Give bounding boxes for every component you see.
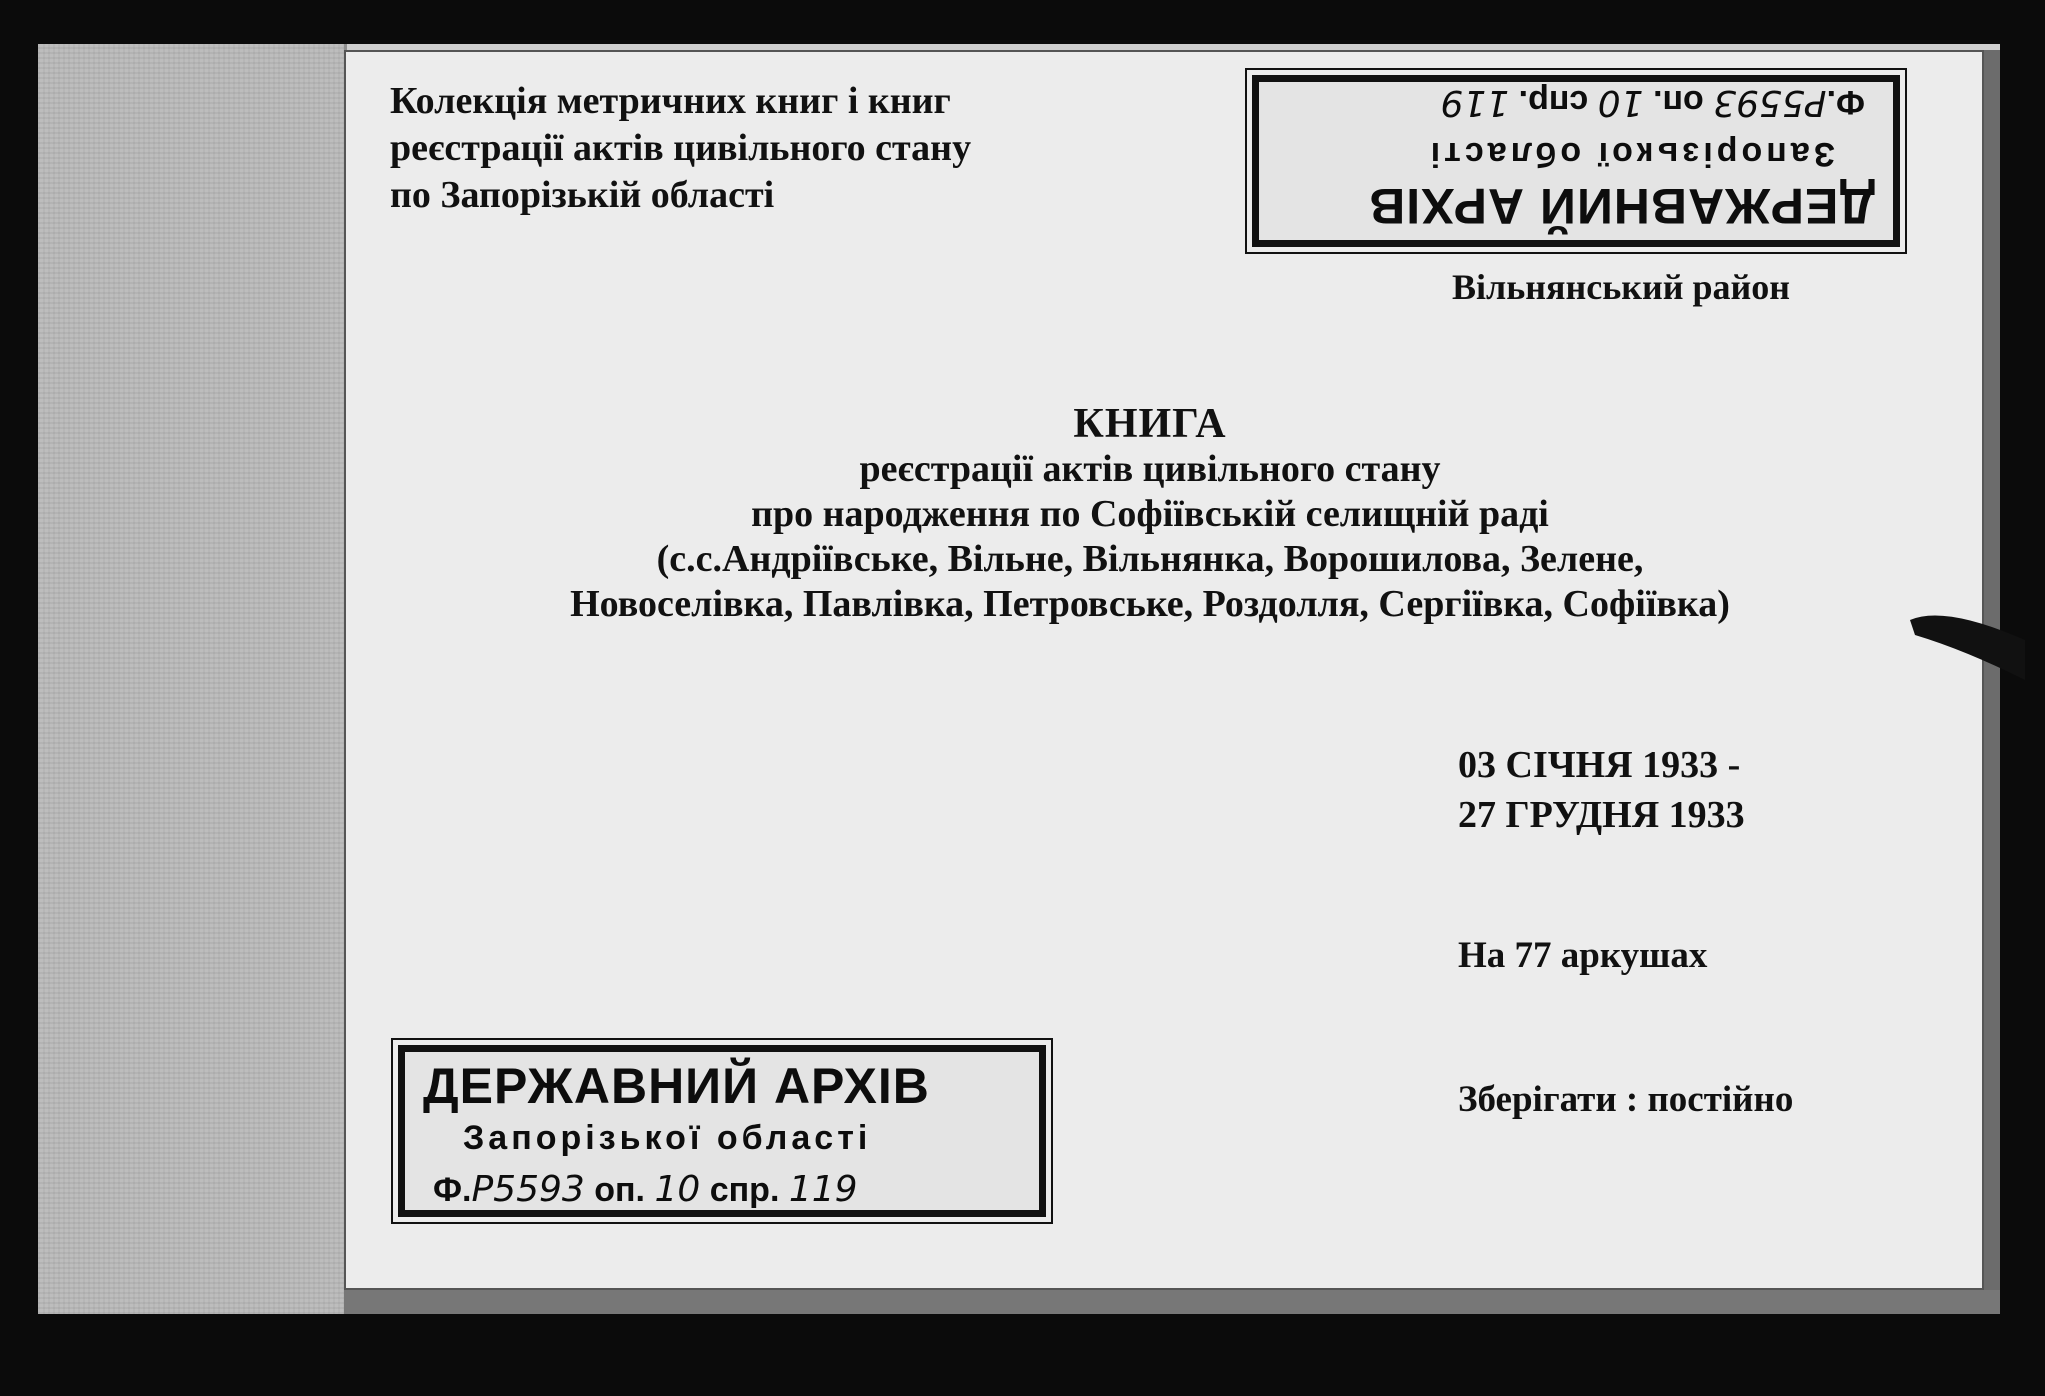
stamp-opys-value: 10 — [654, 1169, 701, 1210]
date-start: 03 СІЧНЯ 1933 - — [1458, 744, 1741, 786]
stamp-sprava-value: 119 — [788, 1169, 858, 1210]
header-line-1: Колекція метричних книг і книг — [390, 80, 951, 122]
sheet-count: На 77 аркушах — [1458, 935, 1708, 976]
stamp-reference — [1277, 76, 1865, 128]
stamp-opys-label: оп. — [594, 1171, 646, 1209]
stamp-region: Запорізької області — [463, 1119, 872, 1157]
stamp-fond-label: Ф. — [433, 1171, 472, 1209]
stamp-sprava-label: спр. — [709, 1171, 780, 1209]
stamp-region: Запорізької області — [1426, 135, 1835, 173]
collection-header — [390, 78, 971, 219]
stamp-opys-label: оп. — [1652, 83, 1704, 121]
stamp-archive-name: ДЕРЖАВНИЙ АРХІВ — [1368, 178, 1875, 234]
stamp-fond-value: Р5593 — [1713, 82, 1827, 123]
book-line-2: про народження по Софіївській селищній раді — [751, 493, 1549, 535]
stamp-archive-name: ДЕРЖАВНИЙ АРХІВ — [423, 1058, 930, 1114]
header-line-3: по Запорізькій області — [390, 174, 775, 216]
book-line-3: (с.с.Андріївське, Вільне, Вільнянка, Ворошилова, Зелене, — [656, 538, 1644, 580]
district-name: Вільнянський район — [1452, 267, 1790, 307]
book-title: КНИГА — [1073, 401, 1227, 447]
stamp-fond-value: Р5593 — [471, 1169, 585, 1210]
stamp-fond-label: Ф. — [1826, 83, 1865, 121]
retention-period: Зберігати : постійно — [1458, 1079, 1794, 1120]
archive-stamp-inverted — [1252, 75, 1900, 247]
book-line-4: Новоселівка, Павлівка, Петровське, Роздолля, Сергіївка, Софіївка) — [570, 583, 1730, 625]
date-end: 27 ГРУДНЯ 1933 — [1458, 794, 1745, 836]
archive-stamp — [398, 1045, 1046, 1217]
book-line-1: реєстрації актів цивільного стану — [859, 448, 1441, 490]
stamp-sprava-label: спр. — [1518, 83, 1589, 121]
stamp-sprava-value: 119 — [1440, 82, 1510, 123]
header-line-2: реєстрації актів цивільного стану — [390, 127, 972, 169]
book-spine — [38, 44, 347, 1314]
page-bottom-edge — [344, 1290, 2000, 1314]
book-title-block — [450, 402, 1850, 627]
page-edge — [1984, 50, 2000, 1312]
date-range — [1458, 740, 1745, 840]
stamp-opys-value: 10 — [1597, 82, 1644, 123]
pen-tip — [1905, 600, 2025, 680]
stamp-reference — [433, 1164, 1021, 1216]
